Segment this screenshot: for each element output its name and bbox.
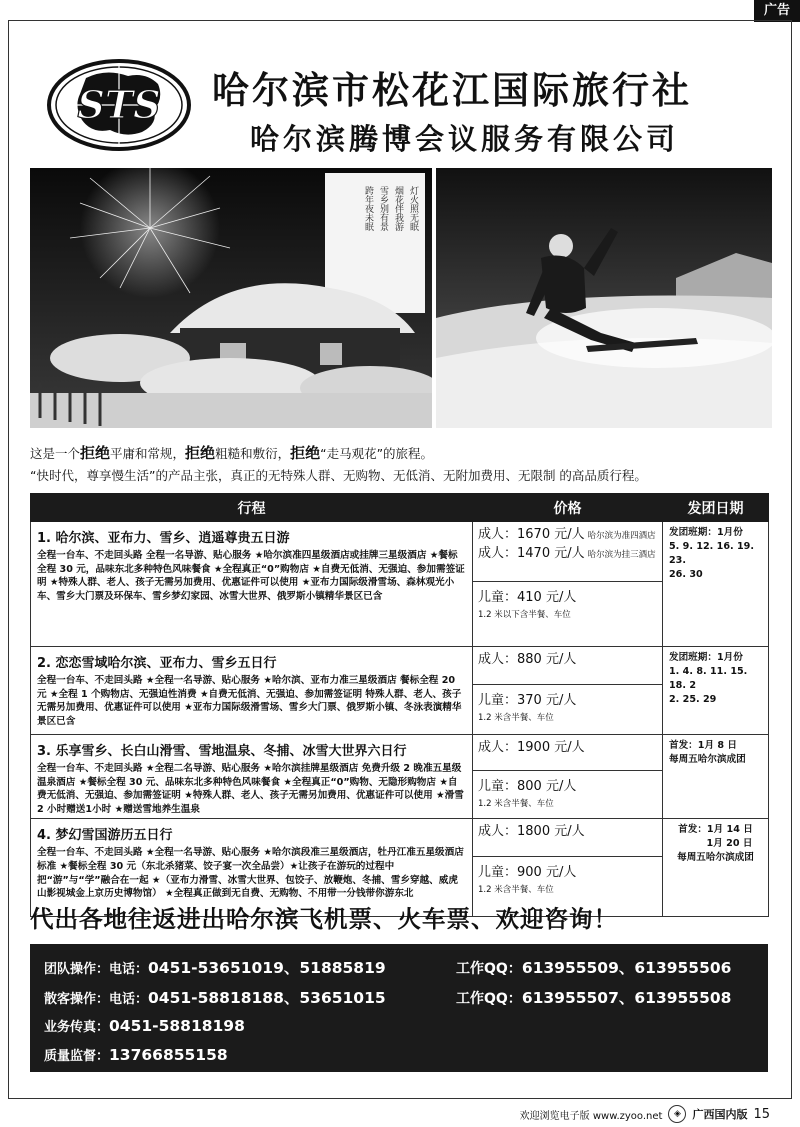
- adult-price: 成人：1800 元/人: [478, 824, 585, 840]
- table-row: [31, 522, 769, 647]
- tour-table: [30, 493, 769, 917]
- snow-village-photo: [30, 168, 432, 428]
- svg-text:雪乡别有景: 雪乡别有景: [378, 186, 388, 231]
- page-number: 15: [753, 1106, 770, 1122]
- table-row: [31, 735, 769, 819]
- svg-text:烟花伴我游: 烟花伴我游: [393, 186, 403, 231]
- route-desc: 全程一台车、不走回头路 ★全程二名导游、贴心服务 ★哈尔滨挂牌星级酒店 免费升级 2 晚准五星级温泉酒店 ★餐标全程 30 元、品味东北多种特色风味餐食 ★全程真正“0”购物、无隐形购物店 ★自费无低消、无强迫、参加需签证明 ★特殊人群、老人、孩子无需另加费用、优惠证件可以使用 ★滑雪 2 小时赠送1小时 ★赠送雪地养生温泉: [37, 763, 464, 815]
- header-price: 价格: [473, 494, 663, 522]
- sts-logo: [46, 58, 192, 152]
- intro-line-2: “快时代，尊享慢生活”的产品主张，真正的无特殊人群、无购物、无低消、无附加费用、无限制 的高品质行程。: [30, 468, 647, 483]
- publisher-mark-icon: ◈: [668, 1105, 686, 1123]
- child-price-note: 1.2 米含半餐、车位: [478, 799, 554, 809]
- skier-photo: [436, 168, 772, 428]
- child-price-note: 1.2 米含半餐、车位: [478, 713, 554, 723]
- adult-price: 成人：880 元/人: [478, 652, 577, 667]
- qq-contact-2: 工作QQ：613955507、613955508: [456, 989, 732, 1007]
- route-desc: 全程一台车、不走回头路 ★全程一名导游、贴心服务 ★哈尔滨、亚布力准三星级酒店 餐标全程 20 元 ★全程 1 个购物店、无强迫性消费 ★自费无低消、无强迫、参加需签证明 特殊人群、老人、孩子无需另加费用、优惠证件可以使用 ★亚布力国际级滑雪场、雪乡大门票、俄罗斯小镇、冬泳表演精华景区已含: [37, 675, 462, 727]
- table-row: [31, 647, 769, 735]
- child-price-note: 1.2 米含半餐、车位: [478, 885, 554, 896]
- footer-text: 欢迎浏览电子版 www.zyoo.net: [519, 1110, 663, 1122]
- departure-date: 首发：1月 8 日 每周五哈尔滨成团: [663, 735, 769, 819]
- route-desc: 全程一台车、不走回头路 ★全程一名导游、贴心服务 ★哈尔滨段准三星级酒店，牡丹江准五星级酒店标准 ★餐标全程 30 元（东北杀猪菜、饺子宴一次全品尝）★让孩子在游玩的过程中把“游”与“学”融合在一起 ★（亚布力滑雪、冰雪大世界、包饺子、放鞭炮、冬捕、雪乡穿越、威虎山影视城金上京历史博物馆） ★全程真正做到无自费、无购物、不用带一分钱带你游东北: [37, 847, 464, 900]
- fax-contact: 业务传真：0451-58818198: [44, 1017, 245, 1035]
- departure-date: 首发：1月 14 日 1月 20 日 每周五哈尔滨成团: [663, 819, 769, 917]
- child-price-note: 1.2 米以下含半餐、车位: [478, 610, 571, 620]
- adult-price: 成人：1470 元/人 哈尔滨为挂三酒店: [478, 546, 656, 561]
- svg-text:跨年夜未眠: 跨年夜未眠: [363, 186, 373, 231]
- child-price: 儿童：370 元/人: [478, 693, 577, 708]
- page-footer: [520, 1105, 770, 1123]
- route-desc: 全程一台车、不走回头路 全程一名导游、贴心服务 ★哈尔滨准四星级酒店或挂牌三星级酒店 ★餐标全程 30 元，品味东北多种特色风味餐食 ★全程真正“0”购物店 ★自费无低消、无强迫、参加需签证明 ★特殊人群、老人、孩子无需另加费用、优惠证件可以使用 ★亚布力国际级滑雪场、森林观光小车、雪乡大门票及环保车、雪乡梦幻家园、冰雪大世界、俄罗斯小镇精华景区已含: [37, 550, 465, 602]
- header-route: 行程: [31, 494, 473, 522]
- adult-price: 成人：1900 元/人: [478, 740, 585, 755]
- individual-contact: 散客操作：电话：0451-58818188、53651015: [44, 989, 386, 1007]
- qq-contact-1: 工作QQ：613955509、613955506: [456, 959, 732, 977]
- route-title: 2. 恋恋雪域哈尔滨、亚布力、雪乡五日行: [37, 656, 277, 671]
- intro-line-1: 这是一个拒绝平庸和常规，拒绝粗糙和敷衍，拒绝“走马观花”的旅程。: [30, 444, 434, 462]
- page-subtitle: 哈尔滨腾博会议服务有限公司: [250, 122, 680, 156]
- svg-text:STS: STS: [77, 82, 161, 127]
- contact-block: [30, 944, 768, 1072]
- footer-brand: 广西国内版: [692, 1108, 748, 1121]
- team-contact: 团队操作：电话：0451-53651019、51885819: [44, 959, 386, 977]
- child-price: 儿童：800 元/人: [478, 779, 577, 794]
- header-date: 发团日期: [663, 494, 769, 522]
- departure-date: 发团班期：1月份 5. 9. 12. 16. 19. 23. 26. 30: [663, 522, 769, 647]
- child-price: 儿童：410 元/人: [478, 590, 577, 605]
- route-title: 3. 乐享雪乡、长白山滑雪、雪地温泉、冬捕、冰雪大世界六日行: [37, 744, 407, 759]
- adult-price: 成人：1670 元/人 哈尔滨为准四酒店: [478, 527, 656, 542]
- page-title: 哈尔滨市松花江国际旅行社: [212, 69, 692, 112]
- departure-date: 发团班期：1月份 1. 4. 8. 11. 15. 18. 2 2. 25. 29: [663, 647, 769, 735]
- ad-tag: 广告: [754, 0, 800, 22]
- route-title: 4. 梦幻雪国游历五日行: [37, 828, 173, 844]
- quality-contact: 质量监督：13766855158: [44, 1046, 228, 1064]
- ticket-banner: 代出各地往返进出哈尔滨飞机票、火车票、欢迎咨询！: [30, 905, 618, 933]
- route-title: 1. 哈尔滨、亚布力、雪乡、逍遥尊贵五日游: [37, 531, 290, 546]
- svg-text:灯火照无眠: 灯火照无眠: [408, 186, 418, 231]
- child-price: 儿童：900 元/人: [478, 865, 577, 881]
